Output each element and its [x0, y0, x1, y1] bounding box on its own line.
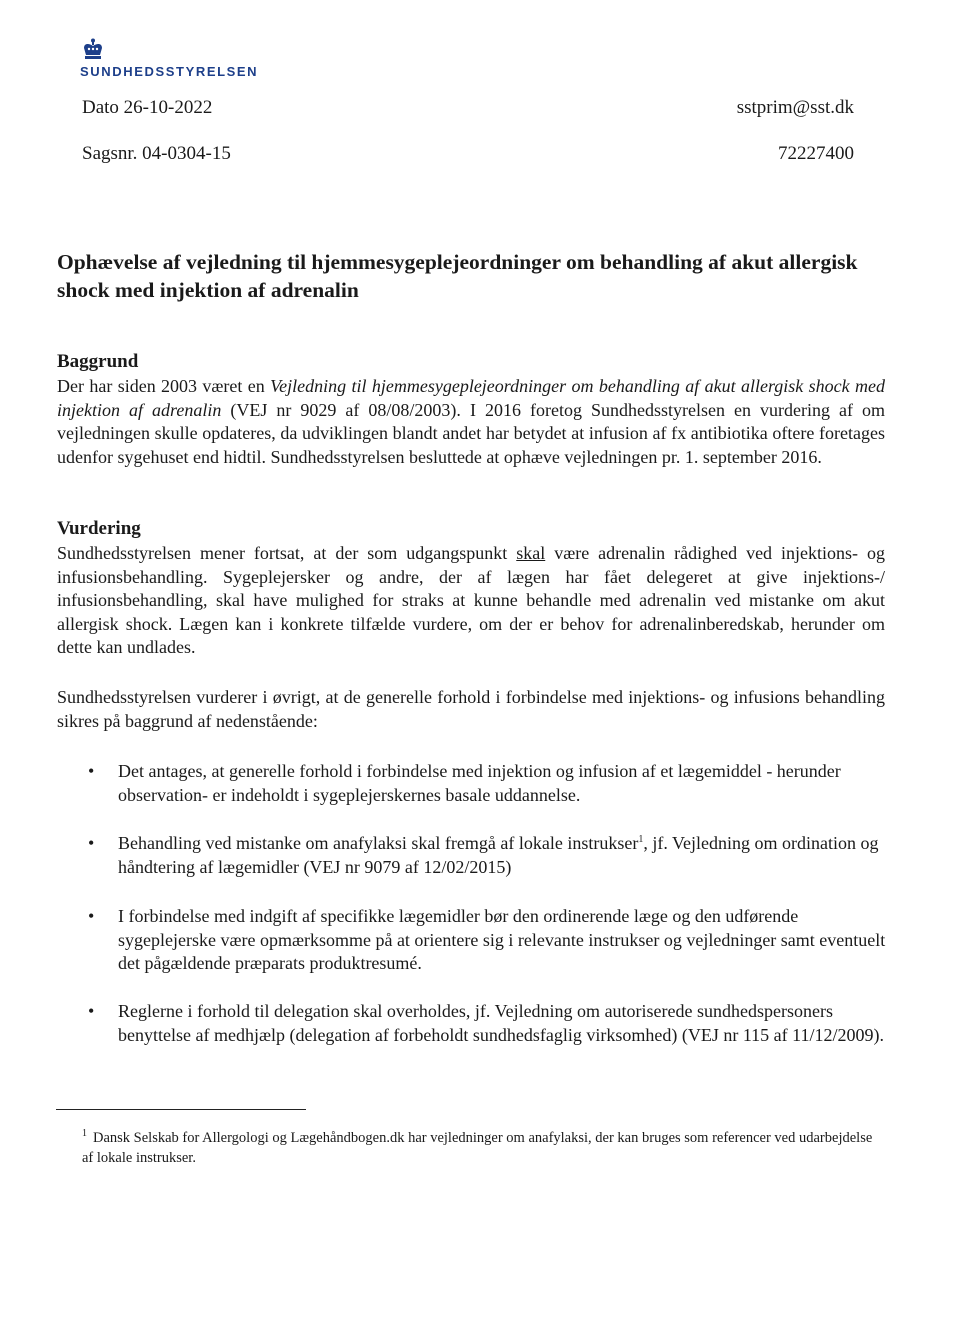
crown-icon	[82, 38, 104, 62]
italic-guideline-title: Vejledning til hjemmesygeplejeordninger om behandling af akut allergisk shock med injektion af adrenalin	[57, 376, 885, 420]
footnote-reference[interactable]: 1	[638, 834, 644, 845]
list-item-text: Behandling ved mistanke om anafylaksi skal fremgå af lokale instrukser	[118, 833, 639, 853]
footnote-text: Dansk Selskab for Allergologi og Lægehåndbogen.dk har vejledninger om anafylaksi, der kan bruges som referencer ved udarbejdelse af lokale instrukser.	[82, 1129, 873, 1166]
document-title: Ophævelse af vejledning til hjemmesygeplejeordninger om behandling af akut allergisk shock med injektion af adrenalin	[57, 250, 858, 302]
date: Dato 26-10-2022	[82, 97, 213, 118]
text: være adrenalin rådighed ved injektions- og infusionsbehandling. Sygeplejersker og andre, der af lægen har fået delegeret at give injektions-/ infusionsbehandling, skal have mulighed for straks at kunne behandle med adrenalin ved mistanke om akut allergisk shock. Lægen kan i konkrete tilfælde vurdere, om der er behov for adrenalinberedskab, herunder om dette kan undlades.	[57, 543, 885, 657]
list-item	[88, 760, 886, 807]
list-item-text: Det antages, at generelle forhold i forbindelse med injektion og infusion af et lægemiddel - herunder observation- er indeholdt i sygeplejerskernes basale uddannelse.	[118, 761, 841, 805]
paragraph-baggrund	[57, 375, 885, 469]
section-heading-baggrund: Baggrund	[57, 351, 139, 372]
paragraph-vurdering-2: Sundhedsstyrelsen vurderer i øvrigt, at de generelle forhold i forbindelse med injektions- og infusions behandling sikres på baggrund af nedenstående:	[57, 687, 885, 731]
case-number: Sagsnr. 04-0304-15	[82, 143, 231, 164]
bullet-icon: •	[88, 833, 95, 853]
logo	[80, 38, 258, 79]
list-item	[88, 832, 886, 879]
list-item-text: I forbindelse med indgift af specifikke lægemidler bør den ordinerende læge og den udførende sygeplejerske være opmærksomme på at orientere sig i relevante instrukser og vejledninger samt eventuelt det pågældende præparats produktresumé.	[118, 906, 886, 973]
list-item-text: , jf. Vejledning om ordination og håndtering af lægemidler (VEJ nr 9079 af 12/02/2015)	[118, 833, 879, 877]
footnote-divider	[56, 1109, 306, 1110]
footnote-number: 1	[82, 1128, 87, 1139]
bullet-icon: •	[88, 906, 95, 926]
bullet-icon: •	[88, 761, 95, 781]
list-item	[88, 1000, 886, 1047]
underlined-word: skal	[516, 543, 546, 563]
text: Sundhedsstyrelsen mener fortsat, at der som udgangspunkt	[57, 543, 517, 563]
text: (VEJ nr 9029 af 08/08/2003). I 2016 foretog Sundhedsstyrelsen en vurdering af om vejledningen skulle opdateres, da udviklingen blandt andet har betydet at infusion af fx antibiotika oftere foretages udenfor sygehuset end hidtil. Sundhedsstyrelsen besluttede at ophæve vejledningen pr. 1. september 2016.	[57, 399, 885, 467]
list-item-text: Reglerne i forhold til delegation skal overholdes, jf. Vejledning om autoriserede sundhedspersoners benyttelse af medhjælp (delegation af forbeholdt sundhedsfaglig virksomhed) (VEJ nr 115 af 11/12/2009).	[118, 1001, 884, 1045]
section-heading-vurdering: Vurdering	[57, 518, 141, 539]
paragraph-vurdering-1	[57, 542, 885, 660]
footnote	[82, 1124, 886, 1168]
list-item	[88, 905, 886, 976]
bullet-icon: •	[88, 1001, 95, 1021]
email-link[interactable]: sstprim@sst.dk	[736, 97, 854, 118]
text: Der har siden 2003 været en	[57, 376, 271, 396]
phone-number: 72227400	[778, 143, 854, 164]
logo-text: SUNDHEDSSTYRELSEN	[80, 64, 259, 79]
